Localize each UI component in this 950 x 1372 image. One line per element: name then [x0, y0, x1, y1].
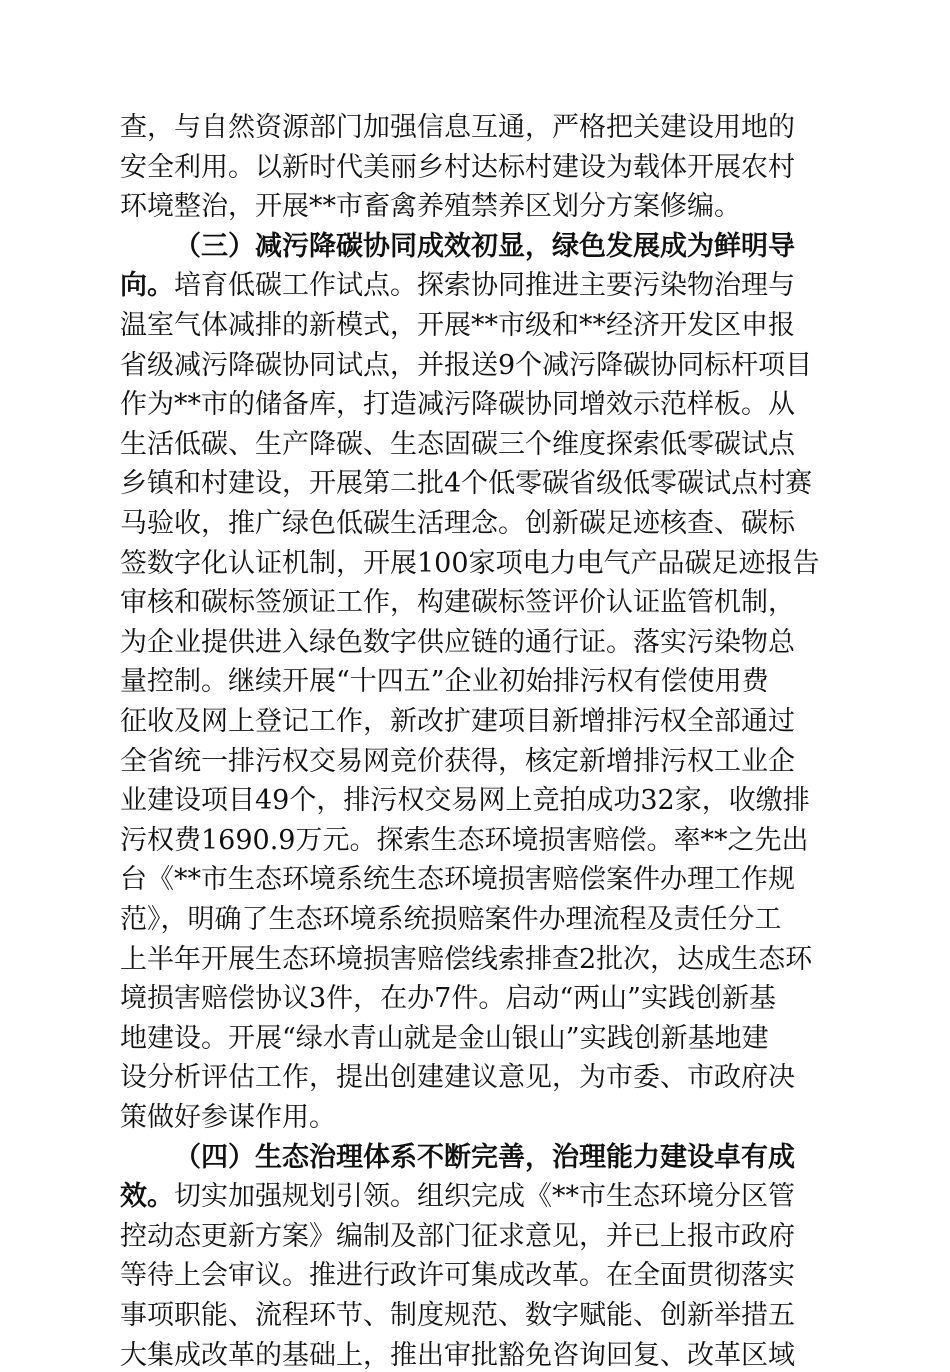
paragraph-text: 作为**市的储备库，打造减污降碳协同增效示范样板。从 — [120, 389, 795, 421]
text-line — [174, 231, 850, 263]
paragraph-text: 环境整治，开展**市畜禽养殖禁养区划分方案修编。 — [120, 191, 741, 223]
paragraph-text: 省级减污降碳协同试点，并报送9个减污降碳协同标杆项目 — [120, 349, 813, 381]
text-line — [120, 706, 850, 738]
paragraph-text: 境损害赔偿协议3件，在办7件。启动“两山”实践创新基 — [120, 983, 776, 1015]
paragraph-text: 征收及网上登记工作，新改扩建项目新增排污权全部通过 — [120, 706, 795, 737]
paragraph-text: 污权费1690.9万元。探索生态环境损害赔偿。率**之先出 — [120, 824, 809, 856]
text-line — [120, 548, 850, 580]
paragraph-text: 台《**市生态环境系统生态环境损害赔偿案件办理工作规 — [120, 864, 795, 896]
paragraph-text: 范》，明确了生态环境系统损赔案件办理流程及责任分工 — [120, 904, 782, 935]
section-heading: （三）减污降碳协同成效初显，绿色发展成为鲜明导 — [174, 230, 795, 262]
paragraph-text: 切实加强规划引领。组织完成《**市生态环境分区管 — [174, 1181, 795, 1213]
paragraph-text: 审核和碳标签颁证工作，构建碳标签评价认证监管机制， — [120, 587, 795, 619]
text-line — [120, 1300, 850, 1332]
text-line — [120, 944, 850, 976]
paragraph-text: 业建设项目49个，排污权交易网上竞拍成功32家，收缴排 — [120, 785, 810, 817]
text-line — [120, 1062, 850, 1094]
paragraph-text: 设分析评估工作，提出创建建议意见，为市委、市政府决 — [120, 1062, 795, 1094]
text-line — [120, 1221, 850, 1253]
text-line — [120, 112, 850, 144]
paragraph-text: 培育低碳工作试点。探索协同推进主要污染物治理与 — [174, 270, 795, 302]
paragraph-text: 乡镇和村建设，开展第二批4个低零碳省级低零碳试点村赛 — [120, 468, 813, 500]
paragraph-text: 生活低碳、生产降碳、生态固碳三个维度探索低零碳试点 — [120, 428, 795, 460]
text-line — [120, 270, 850, 302]
text-line — [120, 152, 850, 184]
text-line — [120, 1181, 850, 1213]
text-line — [120, 1023, 850, 1055]
paragraph-text: 上半年开展生态环境损害赔偿线索排查2批次，达成生态环 — [120, 943, 813, 975]
paragraph-text: 事项职能、流程环节、制度规范、数字赋能、创新举措五 — [120, 1300, 795, 1331]
text-line — [120, 1340, 850, 1372]
text-line — [120, 587, 850, 619]
text-line — [120, 429, 850, 461]
text-line — [120, 310, 850, 342]
paragraph-text: 量控制。继续开展“十四五”企业初始排污权有偿使用费 — [120, 666, 769, 698]
text-line — [120, 627, 850, 659]
text-line — [120, 864, 850, 896]
paragraph-text: 签数字化认证机制，开展100家项电力电气产品碳足迹报告 — [120, 547, 820, 579]
text-line — [120, 825, 850, 857]
section-heading: 效。 — [120, 1181, 174, 1213]
text-line — [120, 508, 850, 540]
text-line — [120, 389, 850, 421]
paragraph-text: 为企业提供进入绿色数字供应链的通行证。落实污染物总 — [120, 626, 795, 658]
text-line — [120, 1260, 850, 1292]
paragraph-text: 等待上会审议。推进行政许可集成改革。在全面贯彻落实 — [120, 1260, 795, 1292]
text-line — [120, 191, 850, 223]
paragraph-text: 马验收，推广绿色低碳生活理念。创新碳足迹核查、碳标 — [120, 508, 795, 539]
paragraph-text: 全省统一排污权交易网竞价获得，核定新增排污权工业企 — [120, 745, 795, 777]
text-line — [120, 468, 850, 500]
paragraph-text: 安全利用。以新时代美丽乡村达标村建设为载体开展农村 — [120, 151, 795, 183]
text-line — [120, 904, 850, 936]
paragraph-text: 查，与自然资源部门加强信息互通，严格把关建设用地的 — [120, 112, 795, 143]
text-line — [120, 350, 850, 382]
paragraph-text: 温室气体减排的新模式，开展**市级和**经济开发区申报 — [120, 310, 795, 341]
section-heading: 向。 — [120, 270, 174, 302]
text-line — [174, 1142, 850, 1174]
text-line — [120, 666, 850, 698]
paragraph-text: 大集成改革的基础上，推出审批豁免咨询回复、改革区域 — [120, 1339, 795, 1371]
paragraph-text: 策做好参谋作用。 — [120, 1102, 336, 1133]
paragraph-text: 控动态更新方案》编制及部门征求意见，并已上报市政府 — [120, 1220, 795, 1252]
text-line — [120, 983, 850, 1015]
text-line — [120, 1102, 850, 1134]
text-line — [120, 785, 850, 817]
paragraph-text: 地建设。开展“绿水青山就是金山银山”实践创新基地建 — [120, 1022, 769, 1054]
text-line — [120, 746, 850, 778]
section-heading: （四）生态治理体系不断完善，治理能力建设卓有成 — [174, 1141, 795, 1173]
